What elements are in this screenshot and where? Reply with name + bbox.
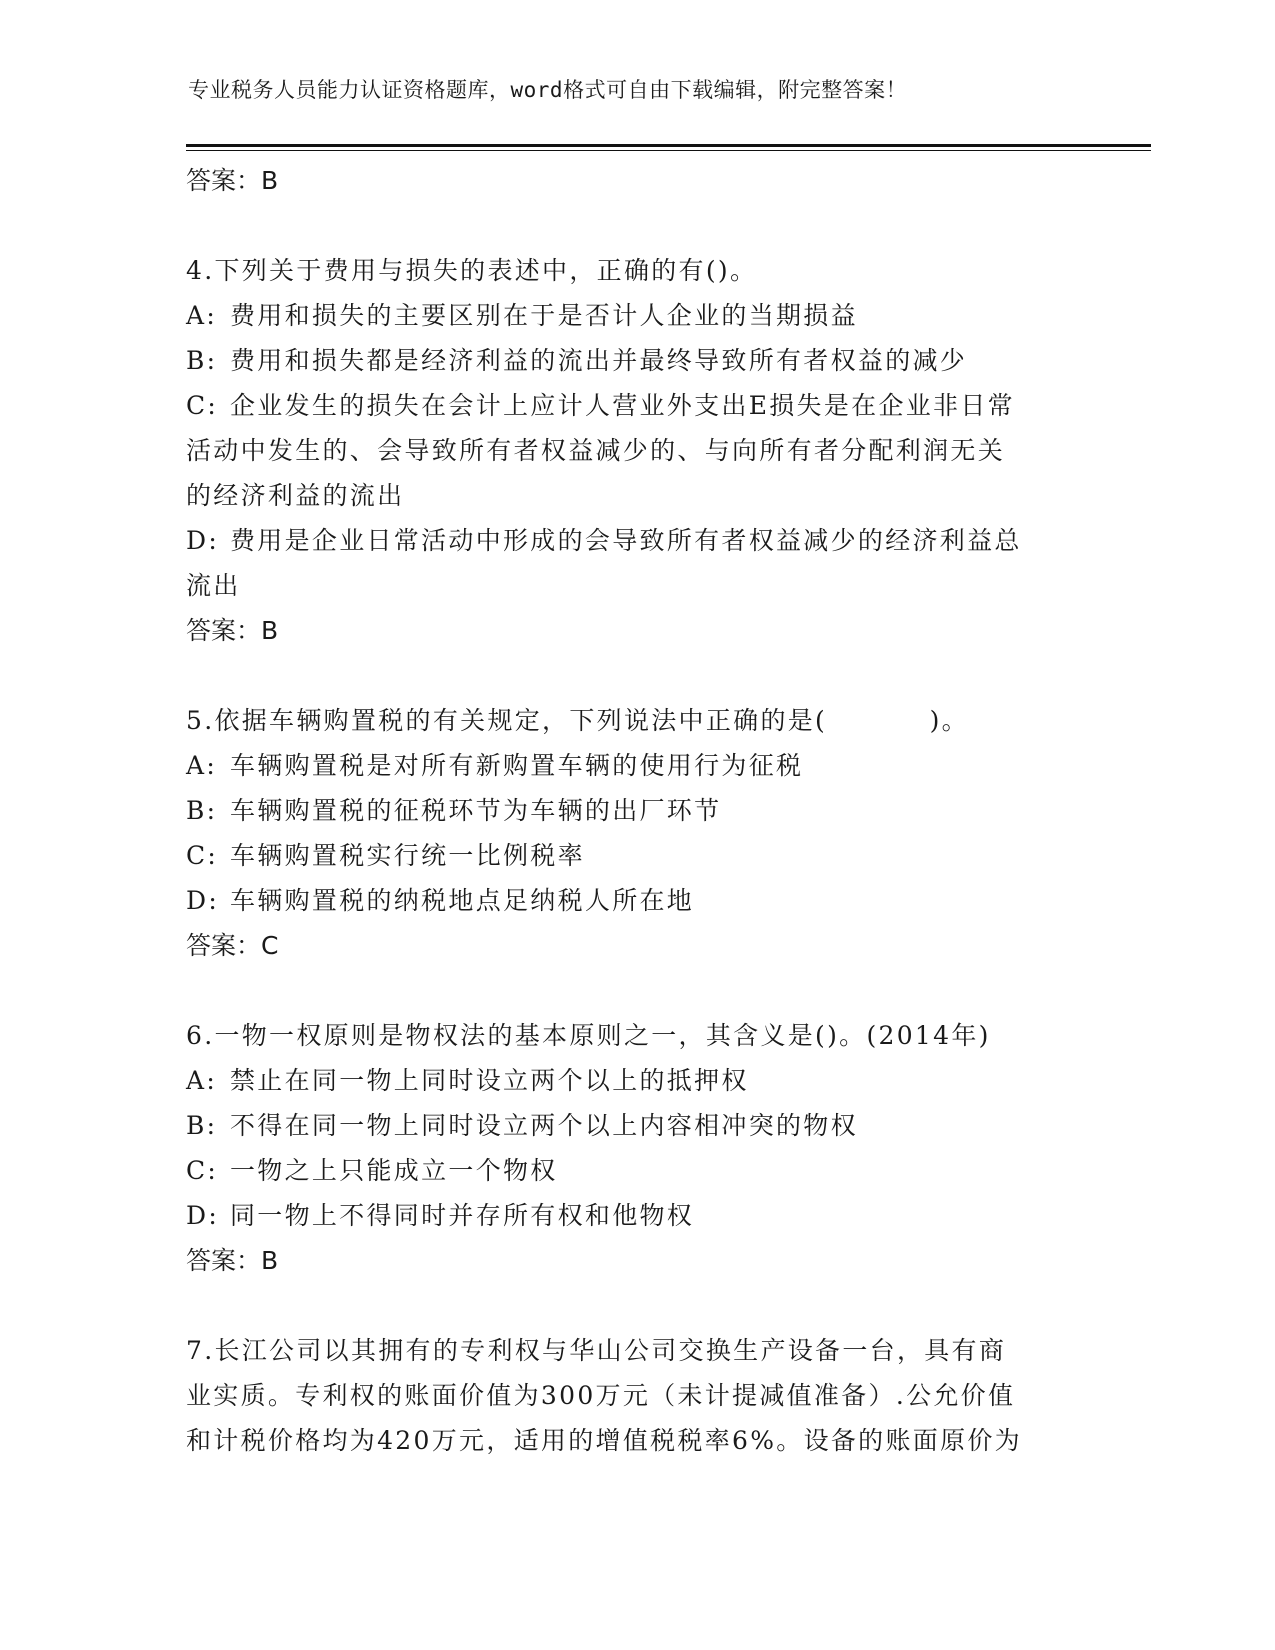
option-text: 车辆购置税的征税环节为车辆的出厂环节 [230,796,722,825]
option-letter: D: [186,886,220,915]
question-title-line: 和计税价格均为420万元，适用的增值税税率6%。设备的账面原价为 [186,1426,1022,1455]
option-text: 同一物上不得同时并存所有权和他物权 [230,1201,695,1230]
option-a [186,1058,1086,1103]
option-text: 企业发生的损失在会计上应计人营业外支出E损失是在企业非日常 [230,391,1015,420]
answer-q5: 答案：C [186,931,279,960]
option-c-continued: 活动中发生的、会导致所有者权益减少的、与向所有者分配利润无关 [186,436,1006,465]
option-letter: C: [186,1156,219,1185]
question-7 [186,1328,1086,1463]
question-title: 4.下列关于费用与损失的表述中，正确的有()。 [186,256,758,285]
option-c-continued: 的经济利益的流出 [186,481,405,510]
question-5 [186,698,1086,968]
option-letter: A: [186,1066,218,1095]
option-text: 禁止在同一物上同时设立两个以上的抵押权 [230,1066,749,1095]
option-text: 费用和损失都是经济利益的流出并最终导致所有者权益的减少 [230,346,968,375]
answer-q6: 答案：B [186,1246,279,1275]
header-rule [186,144,1151,151]
option-text: 车辆购置税是对所有新购置车辆的使用行为征税 [230,751,804,780]
option-b [186,788,1086,833]
option-text: 车辆购置税的纳税地点足纳税人所在地 [230,886,695,915]
option-d [186,878,1086,923]
option-letter: A: [186,301,218,330]
option-letter: B: [186,796,218,825]
question-title: 5.依据车辆购置税的有关规定，下列说法中正确的是( )。 [186,706,969,735]
option-c [186,383,1086,428]
option-c [186,833,1086,878]
option-text: 一物之上只能成立一个物权 [230,1156,558,1185]
option-letter: C: [186,391,219,420]
option-d [186,1193,1086,1238]
page-header: 专业税务人员能力认证资格题库，word格式可自由下载编辑，附完整答案！ [188,78,908,102]
option-letter: D: [186,526,220,555]
question-title-line: 7.长江公司以其拥有的专利权与华山公司交换生产设备一台，具有商 [186,1336,1007,1365]
answer-q3: 答案：B [186,166,279,195]
option-text: 不得在同一物上同时设立两个以上内容相冲突的物权 [230,1111,858,1140]
option-letter: D: [186,1201,220,1230]
option-d [186,518,1086,563]
option-b [186,338,1086,383]
option-b [186,1103,1086,1148]
option-d-continued: 流出 [186,571,241,600]
option-letter: A: [186,751,218,780]
option-c [186,1148,1086,1193]
option-text: 费用是企业日常活动中形成的会导致所有者权益减少的经济利益总 [230,526,1022,555]
question-4 [186,248,1086,653]
question-6 [186,1013,1086,1283]
option-letter: C: [186,841,219,870]
option-letter: B: [186,1111,218,1140]
option-a [186,743,1086,788]
document-body [186,158,1086,1463]
answer-q4: 答案：B [186,616,279,645]
option-a [186,293,1086,338]
question-title: 6.一物一权原则是物权法的基本原则之一，其含义是()。(2014年) [186,1021,991,1050]
option-letter: B: [186,346,218,375]
option-text: 车辆购置税实行统一比例税率 [230,841,585,870]
question-title-line: 业实质。专利权的账面价值为300万元（未计提减值准备）.公允价值 [186,1381,1016,1410]
option-text: 费用和损失的主要区别在于是否计人企业的当期损益 [230,301,858,330]
